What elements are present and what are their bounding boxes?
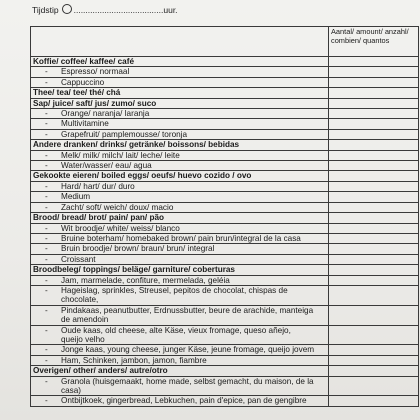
category-label: Brood/ bread/ brot/ pain/ pan/ pão bbox=[33, 213, 165, 223]
item-label: Multivitamine bbox=[61, 119, 109, 129]
quantity-cell[interactable] bbox=[329, 98, 419, 108]
item-label: Espresso/ normaal bbox=[61, 67, 130, 77]
item-dash: - bbox=[45, 355, 48, 365]
item-label-continuation: queijo velho bbox=[61, 334, 105, 344]
item-label-continuation: chocolate, bbox=[61, 295, 99, 305]
category-label: Gekookte eieren/ boiled eggs/ oeufs/ huevo cozido / ovo bbox=[33, 171, 252, 181]
item-row bbox=[31, 275, 419, 285]
category-label: Sap/ juice/ saft/ jus/ zumo/ suco bbox=[33, 98, 157, 108]
quantity-cell[interactable] bbox=[329, 305, 419, 325]
item-row bbox=[31, 254, 419, 264]
item-dash: - bbox=[45, 223, 48, 233]
item-line bbox=[33, 377, 326, 386]
quantity-cell[interactable] bbox=[329, 161, 419, 171]
quantity-cell[interactable] bbox=[329, 244, 419, 254]
item-dash: - bbox=[45, 150, 48, 160]
quantity-cell[interactable] bbox=[329, 396, 419, 406]
category-label-cell bbox=[31, 140, 329, 150]
item-label: Granola (huisgemaakt, home made, selbst gemacht, du maison, de la bbox=[61, 376, 314, 386]
item-line bbox=[33, 286, 326, 295]
item-label-cell bbox=[31, 355, 329, 365]
item-line bbox=[33, 244, 326, 253]
item-label-cell bbox=[31, 254, 329, 264]
quantity-cell[interactable] bbox=[329, 171, 419, 181]
item-dash: - bbox=[45, 285, 48, 295]
time-label: Tijdstip bbox=[32, 5, 59, 15]
time-line bbox=[32, 4, 392, 18]
item-line bbox=[33, 255, 326, 264]
item-dash: - bbox=[45, 305, 48, 315]
quantity-cell[interactable] bbox=[329, 275, 419, 285]
item-dash: - bbox=[45, 181, 48, 191]
item-label: Hageislag, sprinkles, Streusel, pepitos de chocolat, chispas de bbox=[61, 285, 288, 295]
item-label-cell bbox=[31, 305, 329, 325]
item-row bbox=[31, 376, 419, 396]
item-label-cell bbox=[31, 192, 329, 202]
item-dash: - bbox=[45, 67, 48, 77]
item-label-cell bbox=[31, 275, 329, 285]
category-label: Overigen/ other/ anders/ autre/otro bbox=[33, 366, 168, 376]
item-dash: - bbox=[45, 202, 48, 212]
quantity-cell[interactable] bbox=[329, 223, 419, 233]
item-label-cell bbox=[31, 129, 329, 139]
item-label-cell bbox=[31, 67, 329, 77]
item-line bbox=[33, 306, 326, 315]
time-dots: ...................................... bbox=[73, 5, 164, 15]
category-label: Andere dranken/ drinks/ getränke/ boissons/ bebidas bbox=[33, 140, 240, 150]
item-dash: - bbox=[45, 376, 48, 386]
header-blank-cell bbox=[31, 27, 329, 57]
quantity-cell[interactable] bbox=[329, 202, 419, 212]
item-label: Pindakaas, peanutbutter, Erdnussbutter, beure de arachide, manteiga bbox=[61, 305, 314, 315]
item-label: Hard/ hart/ dur/ duro bbox=[61, 181, 135, 191]
quantity-cell[interactable] bbox=[329, 119, 419, 129]
item-label: Melk/ milk/ milch/ lait/ leche/ leite bbox=[61, 150, 180, 160]
quantity-cell[interactable] bbox=[329, 345, 419, 355]
quantity-cell[interactable] bbox=[329, 355, 419, 365]
item-label: Bruine boterham/ homebaked brown/ pain brun/integral de la casa bbox=[61, 233, 301, 243]
item-label: Water/wasser/ eau/ agua bbox=[61, 161, 152, 171]
category-label: Thee/ tea/ tee/ thé/ chá bbox=[33, 88, 121, 98]
item-dash: - bbox=[45, 192, 48, 202]
quantity-cell[interactable] bbox=[329, 88, 419, 98]
category-row bbox=[31, 98, 419, 108]
quantity-cell[interactable] bbox=[329, 129, 419, 139]
category-row bbox=[31, 366, 419, 376]
item-row bbox=[31, 285, 419, 305]
category-label: Koffie/ coffee/ kaffee/ café bbox=[33, 57, 135, 66]
item-row bbox=[31, 355, 419, 365]
quantity-cell[interactable] bbox=[329, 285, 419, 305]
category-row bbox=[31, 265, 419, 275]
item-line bbox=[33, 356, 326, 365]
item-row bbox=[31, 305, 419, 325]
category-label-cell bbox=[31, 171, 329, 181]
item-row bbox=[31, 150, 419, 160]
item-line bbox=[33, 130, 326, 139]
item-row bbox=[31, 181, 419, 191]
item-dash: - bbox=[45, 275, 48, 285]
item-row bbox=[31, 119, 419, 129]
item-line bbox=[33, 224, 326, 233]
category-row bbox=[31, 140, 419, 150]
quantity-cell[interactable] bbox=[329, 213, 419, 223]
item-label-cell bbox=[31, 345, 329, 355]
category-label: Broodbeleg/ toppings/ beläge/ garniture/ coberturas bbox=[33, 265, 235, 275]
item-label-cell bbox=[31, 161, 329, 171]
item-dash: - bbox=[45, 233, 48, 243]
quantity-cell[interactable] bbox=[329, 140, 419, 150]
item-row bbox=[31, 396, 419, 406]
item-label: Bruin broodje/ brown/ braun/ brun/ integral bbox=[61, 244, 215, 254]
item-label-cell bbox=[31, 202, 329, 212]
item-label: Grapefruit/ pamplemousse/ toronja bbox=[61, 129, 188, 139]
item-label: Jonge kaas, young cheese, junger Käse, jeune fromage, queijo jovem bbox=[61, 345, 315, 355]
quantity-cell[interactable] bbox=[329, 192, 419, 202]
quantity-cell[interactable] bbox=[329, 150, 419, 160]
order-table bbox=[30, 26, 419, 407]
item-label-cell bbox=[31, 150, 329, 160]
item-label: Cappuccino bbox=[61, 77, 105, 87]
item-line bbox=[33, 276, 326, 285]
item-row bbox=[31, 129, 419, 139]
quantity-cell[interactable] bbox=[329, 376, 419, 396]
item-line bbox=[33, 234, 326, 243]
item-dash: - bbox=[45, 161, 48, 171]
item-line bbox=[33, 109, 326, 118]
item-dash: - bbox=[45, 325, 48, 335]
time-suffix: uur. bbox=[163, 5, 178, 15]
item-label-cell bbox=[31, 396, 329, 406]
category-label-cell bbox=[31, 213, 329, 223]
item-line bbox=[33, 182, 326, 191]
item-dash: - bbox=[45, 109, 48, 119]
category-label-cell bbox=[31, 366, 329, 376]
item-label-cell bbox=[31, 119, 329, 129]
item-label: Ham, Schinken, jambon, jamon, fiambre bbox=[61, 355, 207, 365]
item-row bbox=[31, 325, 419, 345]
item-dash: - bbox=[45, 129, 48, 139]
item-row bbox=[31, 77, 419, 87]
item-label-cell bbox=[31, 244, 329, 254]
quantity-header: Aantal/ amount/ anzahl/ combien/ quantos bbox=[329, 27, 419, 57]
item-dash: - bbox=[45, 254, 48, 264]
category-label-cell bbox=[31, 57, 329, 67]
item-label: Ontbijtkoek, gingerbread, Lebkuchen, pain d'epice, pan de gengibre bbox=[61, 396, 307, 406]
item-dash: - bbox=[45, 77, 48, 87]
quantity-cell[interactable] bbox=[329, 67, 419, 77]
item-label: Jam, marmelade, confiture, mermelada, geléia bbox=[61, 275, 230, 285]
item-label-cell bbox=[31, 285, 329, 305]
time-radio-circle[interactable] bbox=[62, 4, 72, 14]
item-row bbox=[31, 192, 419, 202]
item-label-cell bbox=[31, 109, 329, 119]
item-line bbox=[33, 119, 326, 128]
item-label: Orange/ naranja/ laranja bbox=[61, 109, 150, 119]
item-dash: - bbox=[45, 396, 48, 406]
table-header-row bbox=[31, 27, 419, 57]
item-label: Croissant bbox=[61, 254, 96, 264]
item-label-cell bbox=[31, 77, 329, 87]
item-dash: - bbox=[45, 244, 48, 254]
item-line bbox=[33, 326, 326, 335]
item-row bbox=[31, 161, 419, 171]
item-line bbox=[33, 67, 326, 76]
quantity-cell[interactable] bbox=[329, 181, 419, 191]
quantity-cell[interactable] bbox=[329, 57, 419, 67]
item-label-continuation: casa) bbox=[61, 386, 82, 395]
quantity-cell[interactable] bbox=[329, 265, 419, 275]
item-label-cell bbox=[31, 223, 329, 233]
category-row bbox=[31, 171, 419, 181]
item-label: Oude kaas, old cheese, alte Käse, vieux fromage, queso añejo, bbox=[61, 325, 291, 335]
item-line bbox=[33, 192, 326, 201]
quantity-cell[interactable] bbox=[329, 233, 419, 243]
item-line bbox=[33, 203, 326, 212]
item-line bbox=[33, 345, 326, 354]
category-row bbox=[31, 213, 419, 223]
item-line bbox=[33, 161, 326, 170]
item-row bbox=[31, 244, 419, 254]
item-row bbox=[31, 233, 419, 243]
category-row bbox=[31, 88, 419, 98]
quantity-cell[interactable] bbox=[329, 254, 419, 264]
category-label-cell bbox=[31, 98, 329, 108]
category-row bbox=[31, 57, 419, 67]
item-label: Wit broodje/ white/ weiss/ blanco bbox=[61, 223, 180, 233]
category-label-cell bbox=[31, 265, 329, 275]
item-line bbox=[33, 78, 326, 87]
item-label-cell bbox=[31, 181, 329, 191]
item-row bbox=[31, 109, 419, 119]
quantity-cell[interactable] bbox=[329, 366, 419, 376]
quantity-cell[interactable] bbox=[329, 325, 419, 345]
item-row bbox=[31, 345, 419, 355]
item-label-cell bbox=[31, 376, 329, 396]
item-label: Medium bbox=[61, 192, 91, 202]
item-label-cell bbox=[31, 325, 329, 345]
item-dash: - bbox=[45, 119, 48, 129]
quantity-cell[interactable] bbox=[329, 109, 419, 119]
category-label-cell bbox=[31, 88, 329, 98]
item-label-continuation: de amendoin bbox=[61, 315, 109, 325]
item-label-cell bbox=[31, 233, 329, 243]
item-row bbox=[31, 223, 419, 233]
item-row bbox=[31, 67, 419, 77]
item-dash: - bbox=[45, 345, 48, 355]
item-line bbox=[33, 396, 326, 405]
item-line bbox=[33, 151, 326, 160]
item-label: Zacht/ soft/ weich/ doux/ macio bbox=[61, 202, 174, 212]
item-row bbox=[31, 202, 419, 212]
quantity-cell[interactable] bbox=[329, 77, 419, 87]
